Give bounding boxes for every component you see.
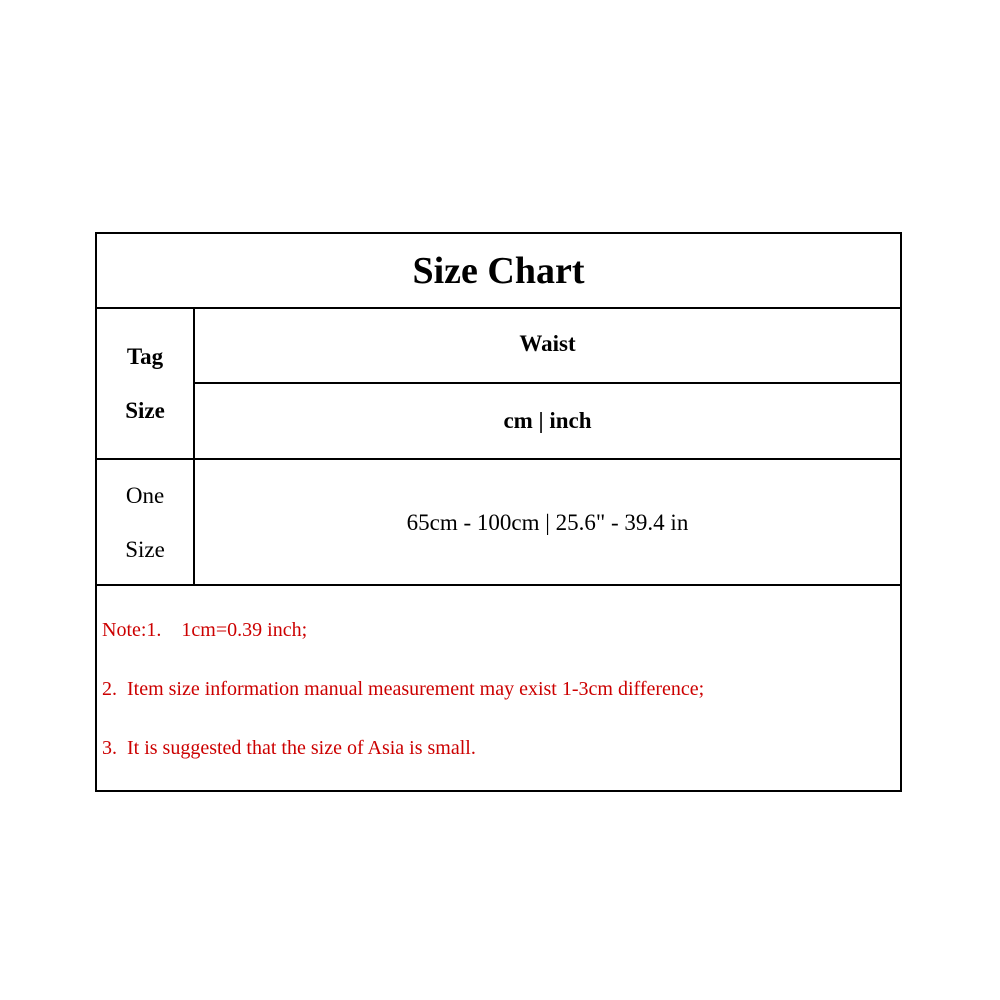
note-3: 3. It is suggested that the size of Asia is small. <box>102 737 476 759</box>
size-label-line2: Size <box>125 537 165 562</box>
waist-header: Waist <box>519 330 576 356</box>
tag-size-label-line2: Size <box>125 397 165 423</box>
size-label-line1: One <box>125 483 165 508</box>
size-cell <box>97 460 193 586</box>
notes-section <box>102 586 897 790</box>
size-chart-table <box>95 232 902 792</box>
note-2: 2. Item size information manual measurement may exist 1-3cm difference; <box>102 678 705 700</box>
tag-size-header <box>97 309 193 458</box>
unit-header: cm | inch <box>503 408 592 433</box>
tag-size-label-line1: Tag <box>126 343 164 369</box>
chart-title: Size Chart <box>412 249 585 292</box>
waist-range-cell: 65cm - 100cm | 25.6" - 39.4 in <box>406 510 689 535</box>
note-1: Note:1. 1cm=0.39 inch; <box>102 619 308 641</box>
